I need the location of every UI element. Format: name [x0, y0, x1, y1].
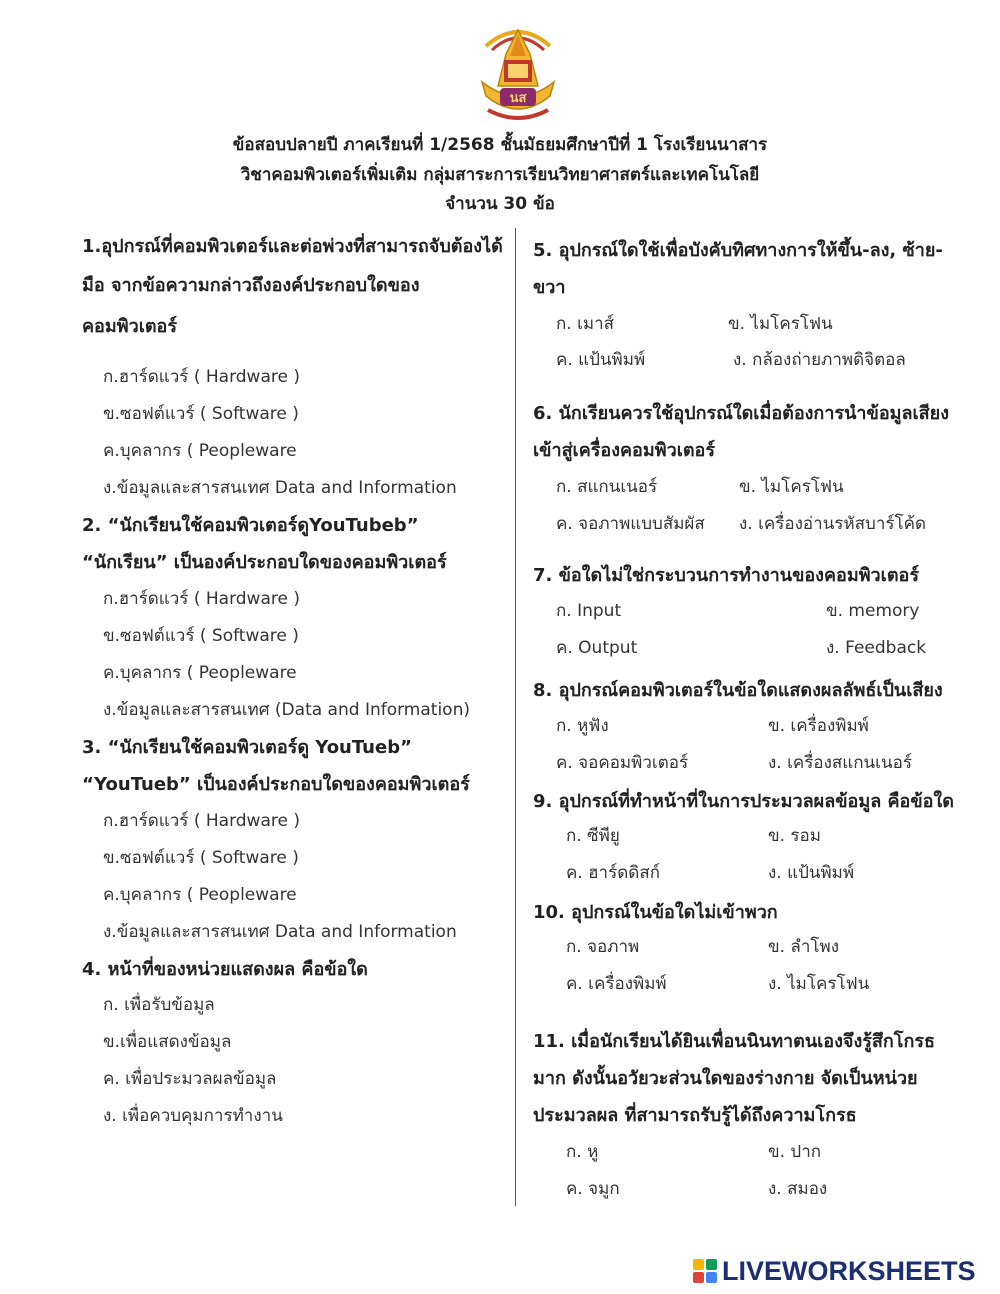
question-text: 2. “นักเรียนใช้คอมพิวเตอร์ดูYouTubeb”	[82, 515, 419, 536]
option-c[interactable]: ค. จอคอมพิวเตอร์	[556, 753, 689, 773]
option-c[interactable]: ค. เครื่องพิมพ์	[566, 974, 667, 994]
question-text: 11. เมื่อนักเรียนได้ยินเพื่อนนินทาตนเองจึงรู้สึกโกรธ	[533, 1031, 936, 1052]
question-text: เข้าสู่เครื่องคอมพิวเตอร์	[533, 440, 716, 461]
option-a[interactable]: ก. ซีพียู	[566, 826, 620, 846]
option-d[interactable]: ง.ข้อมูลและสารสนเทศ (Data and Information)	[103, 700, 470, 720]
question-text: ขวา	[533, 277, 566, 298]
question-text: 3. “นักเรียนใช้คอมพิวเตอร์ดู YouTueb”	[82, 737, 412, 758]
option-b[interactable]: ข.ซอฟต์แวร์ ( Software )	[103, 626, 299, 646]
option-b[interactable]: ข. ไมโครโฟน	[739, 477, 844, 497]
option-b[interactable]: ข.ซอฟต์แวร์ ( Software )	[103, 848, 299, 868]
option-a[interactable]: ก. หู	[566, 1142, 599, 1162]
question-text: ประมวลผล ที่สามารถรับรู้ได้ถึงความโกรธ	[533, 1105, 857, 1126]
option-a[interactable]: ก. จอภาพ	[566, 937, 640, 957]
option-b[interactable]: ข.ซอฟต์แวร์ ( Software )	[103, 404, 299, 424]
question-text: มาก ดังนั้นอวัยวะส่วนใดของร่างกาย จัดเป็นหน่วย	[533, 1068, 918, 1089]
option-d[interactable]: ง. สมอง	[768, 1179, 828, 1199]
option-c[interactable]: ค.บุคลากร ( Peopleware	[103, 663, 297, 683]
question-text: 8. อุปกรณ์คอมพิวเตอร์ในข้อใดแสดงผลลัพธ์เป็นเสียง	[533, 680, 943, 701]
option-c[interactable]: ค. จอภาพแบบสัมผัส	[556, 514, 705, 534]
option-a[interactable]: ก. เพื่อรับข้อมูล	[103, 995, 215, 1015]
option-c[interactable]: ค. แป้นพิมพ์	[556, 350, 646, 370]
option-c[interactable]: ค. ฮาร์ดดิสก์	[566, 863, 660, 883]
brand-name: LIVEWORKSHEETS	[722, 1255, 976, 1286]
option-d[interactable]: ง. แป้นพิมพ์	[768, 863, 855, 883]
option-d[interactable]: ง. เครื่องสแกนเนอร์	[768, 753, 912, 773]
subject-line: วิชาคอมพิวเตอร์เพิ่มเติม กลุ่มสาระการเรียนวิทยาศาสตร์และเทคโนโลยี	[240, 165, 760, 185]
option-c[interactable]: ค.บุคลากร ( Peopleware	[103, 885, 297, 905]
svg-text:นส: นส	[509, 91, 527, 106]
column-divider	[515, 228, 516, 1206]
option-a[interactable]: ก.ฮาร์ดแวร์ ( Hardware )	[103, 589, 300, 609]
option-a[interactable]: ก.ฮาร์ดแวร์ ( Hardware )	[103, 811, 300, 831]
option-b[interactable]: ข. เครื่องพิมพ์	[768, 716, 869, 736]
exam-title: ข้อสอบปลายปี ภาคเรียนที่ 1/2568 ชั้นมัธยมศึกษาปีที่ 1 โรงเรียนนาสาร	[232, 135, 768, 155]
option-a[interactable]: ก. หูฟัง	[556, 716, 609, 736]
question-text: 4. หน้าที่ของหน่วยแสดงผล คือข้อใด	[82, 959, 368, 980]
option-b[interactable]: ข. รอม	[768, 826, 821, 846]
question-text: 6. นักเรียนควรใช้อุปกรณ์ใดเมื่อต้องการนำข้อมูลเสียง	[533, 403, 949, 424]
option-d[interactable]: ง. Feedback	[826, 638, 927, 658]
question-text: “YouTueb” เป็นองค์ประกอบใดของคอมพิวเตอร์	[82, 774, 470, 795]
question-text: คอมพิวเตอร์	[82, 316, 178, 337]
question-text: 7. ข้อใดไม่ใช่กระบวนการทำงานของคอมพิวเตอร์	[533, 565, 919, 586]
option-d[interactable]: ง.ข้อมูลและสารสนเทศ Data and Information	[103, 922, 457, 942]
question-text: “นักเรียน” เป็นองค์ประกอบใดของคอมพิวเตอร์	[82, 552, 447, 573]
option-d[interactable]: ง. เครื่องอ่านรหัสบาร์โค้ด	[739, 514, 927, 534]
liveworksheets-logo-icon	[692, 1258, 718, 1284]
option-d[interactable]: ง. เพื่อควบคุมการทำงาน	[103, 1106, 283, 1126]
option-b[interactable]: ข. memory	[826, 601, 920, 621]
option-b[interactable]: ข.เพื่อแสดงข้อมูล	[103, 1032, 232, 1052]
option-d[interactable]: ง.ข้อมูลและสารสนเทศ Data and Information	[103, 478, 457, 498]
option-c[interactable]: ค. Output	[556, 638, 638, 658]
option-d[interactable]: ง. กล้องถ่ายภาพดิจิตอล	[733, 350, 906, 370]
option-b[interactable]: ข. ลำโพง	[768, 937, 840, 957]
question-text: 9. อุปกรณ์ที่ทำหน้าที่ในการประมวลผลข้อมูล คือข้อใด	[533, 791, 954, 812]
option-b[interactable]: ข. ไมโครโฟน	[728, 314, 833, 334]
question-count: จำนวน 30 ข้อ	[445, 194, 555, 214]
option-d[interactable]: ง. ไมโครโฟน	[768, 974, 870, 994]
school-emblem-logo	[478, 24, 558, 124]
option-a[interactable]: ก. เมาส์	[556, 314, 615, 334]
option-a[interactable]: ก.ฮาร์ดแวร์ ( Hardware )	[103, 367, 300, 387]
option-c[interactable]: ค. จมูก	[566, 1179, 620, 1199]
option-a[interactable]: ก. สแกนเนอร์	[556, 477, 658, 497]
option-c[interactable]: ค. เพื่อประมวลผลข้อมูล	[103, 1069, 277, 1089]
option-a[interactable]: ก. Input	[556, 601, 622, 621]
liveworksheets-brand[interactable]	[692, 1256, 976, 1286]
question-text: 10. อุปกรณ์ในข้อใดไม่เข้าพวก	[533, 902, 778, 923]
option-b[interactable]: ข. ปาก	[768, 1142, 822, 1162]
question-text: 5. อุปกรณ์ใดใช้เพื่อบังคับทิศทางการให้ขึ้น-ลง, ซ้าย-	[533, 240, 943, 261]
question-text: มือ จากข้อความกล่าวถึงองค์ประกอบใดของ	[82, 275, 420, 296]
question-text: 1.อุปกรณ์ที่คอมพิวเตอร์และต่อพ่วงที่สามารถจับต้องได้	[82, 236, 503, 257]
option-c[interactable]: ค.บุคลากร ( Peopleware	[103, 441, 297, 461]
